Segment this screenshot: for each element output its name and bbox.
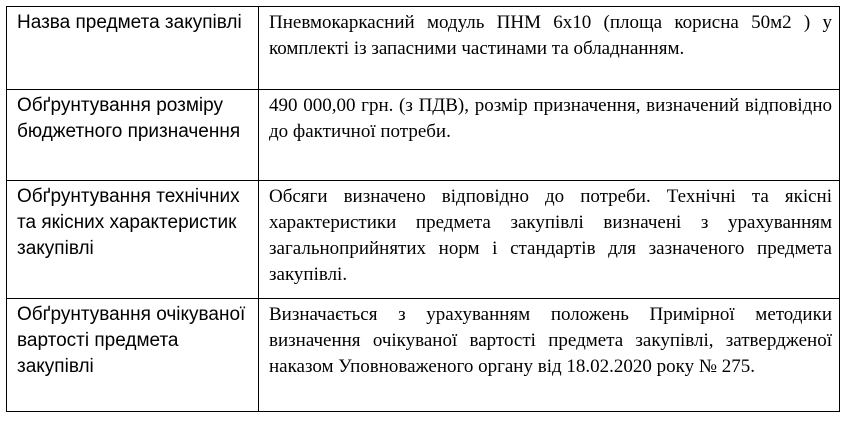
table-row-subject xyxy=(7,7,840,90)
table-row-expected-cost xyxy=(7,299,840,412)
procurement-justification-table xyxy=(6,6,840,412)
row-label: Обґрунтування розміру бюджетного призначення xyxy=(7,90,259,181)
row-label: Обґрунтування технічних та якісних характеристик закупівлі xyxy=(7,181,259,299)
row-value: 490 000,00 грн. (з ПДВ), розмір призначення, визначений відповідно до фактичної потреби. xyxy=(259,90,840,181)
row-label: Назва предмета закупівлі xyxy=(7,7,259,90)
row-value: Обсяги визначено відповідно до потреби. Технічні та якісні характеристики предмета закупівлі визначені з урахуванням загальноприйнятих норм і стандартів для зазначеного предмета закупівлі. xyxy=(259,181,840,299)
table-row-characteristics xyxy=(7,181,840,299)
table-row-budget xyxy=(7,90,840,181)
row-value: Пневмокаркасний модуль ПНМ 6х10 (площа корисна 50м2 ) у комплекті із запасними частинами та обладнанням. xyxy=(259,7,840,90)
row-label: Обґрунтування очікуваної вартості предмета закупівлі xyxy=(7,299,259,412)
row-value: Визначається з урахуванням положень Примірної методики визначення очікуваної вартості предмета закупівлі, затвердженої наказом Уповноваженого органу від 18.02.2020 року № 275. xyxy=(259,299,840,412)
